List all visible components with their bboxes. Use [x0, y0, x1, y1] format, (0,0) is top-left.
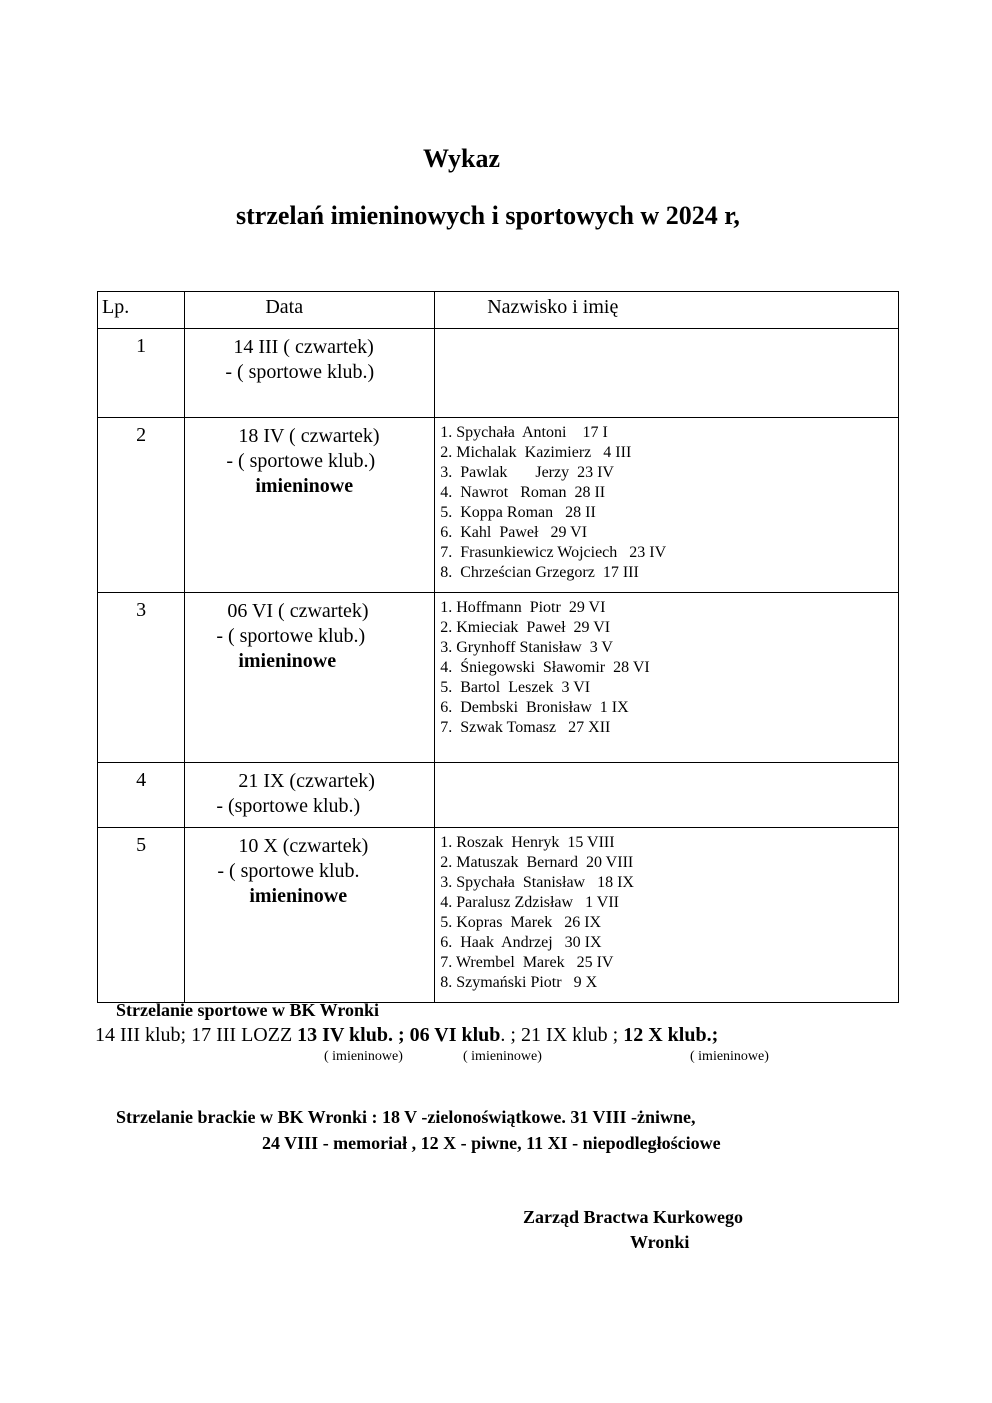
sport-part-bold: 12 X klub.;	[623, 1024, 719, 1046]
table-row	[98, 593, 899, 763]
sport-schedule-line	[95, 1024, 718, 1047]
name-entry: 3. Pawlak Jerzy 23 IV	[440, 464, 614, 481]
sport-part-bold: 06 VI klub	[409, 1024, 501, 1046]
date-type-line: - ( sportowe klub.)	[226, 450, 376, 472]
name-entry: 1. Roszak Henryk 15 VIII	[440, 834, 615, 851]
table-header-row	[98, 292, 899, 329]
date-line: 10 X (czwartek)	[238, 835, 369, 857]
header-lp: Lp.	[98, 292, 185, 329]
name-entry: 1. Hoffmann Piotr 29 VI	[440, 599, 606, 616]
document-subtitle: strzelań imieninowych i sportowych w 2024 r,	[236, 201, 740, 230]
row-number: 4	[98, 763, 185, 828]
name-entry: 5. Kopras Marek 26 IX	[440, 914, 602, 931]
name-entry: 7. Frasunkiewicz Wojciech 23 IV	[440, 544, 667, 561]
date-type-line: - ( sportowe klub.	[217, 860, 360, 882]
row-date	[185, 329, 435, 418]
sport-note: ( imieninowe)	[690, 1049, 769, 1064]
sport-heading: Strzelanie sportowe w BK Wronki	[116, 1000, 380, 1020]
row-names	[435, 418, 899, 593]
row-date	[185, 763, 435, 828]
sport-part-bold: 13 IV klub. ;	[297, 1024, 405, 1046]
name-entry: 2. Kmieciak Paweł 29 VI	[440, 619, 611, 636]
name-entry: 6. Dembski Bronisław 1 IX	[440, 699, 629, 716]
date-line: 14 III ( czwartek)	[233, 336, 374, 358]
row-number: 1	[98, 329, 185, 418]
row-date	[185, 418, 435, 593]
name-entry: 6. Kahl Paweł 29 VI	[440, 524, 588, 541]
date-kind-line: imieninowe	[255, 475, 354, 497]
row-number: 2	[98, 418, 185, 593]
signature-line-1: Zarząd Bractwa Kurkowego	[523, 1207, 743, 1227]
row-names	[435, 329, 899, 418]
name-entry: 8. Szymański Piotr 9 X	[440, 974, 598, 991]
name-entry: 5. Bartol Leszek 3 VI	[440, 679, 591, 696]
name-entry: 1. Spychała Antoni 17 I	[440, 424, 608, 441]
name-entry: 6. Haak Andrzej 30 IX	[440, 934, 602, 951]
table-row	[98, 418, 899, 593]
table-row	[98, 763, 899, 828]
sport-note: ( imieninowe)	[324, 1049, 403, 1064]
name-entry: 8. Chrześcian Grzegorz 17 III	[440, 564, 639, 581]
name-entry: 2. Michalak Kazimierz 4 III	[440, 444, 632, 461]
row-number: 3	[98, 593, 185, 763]
brackie-line-2: 24 VIII - memoriał , 12 X - piwne, 11 XI - niepodległościowe	[262, 1133, 721, 1153]
schedule-table	[97, 291, 899, 1003]
date-kind-line: imieninowe	[238, 650, 337, 672]
sport-note: ( imieninowe)	[463, 1049, 542, 1064]
row-number: 5	[98, 828, 185, 1003]
name-entry: 4. Śniegowski Sławomir 28 VI	[440, 659, 650, 676]
table-row	[98, 828, 899, 1003]
date-type-line: - (sportowe klub.)	[216, 795, 361, 817]
name-entry: 7. Wrembel Marek 25 IV	[440, 954, 614, 971]
row-date	[185, 593, 435, 763]
date-type-line: - ( sportowe klub.)	[216, 625, 366, 647]
table-row	[98, 329, 899, 418]
row-names	[435, 828, 899, 1003]
row-names	[435, 593, 899, 763]
name-entry: 3. Grynhoff Stanisław 3 V	[440, 639, 613, 656]
sport-part: 14 III klub; 17 III LOZZ	[95, 1024, 298, 1046]
sport-part: . ; 21 IX klub ;	[500, 1024, 624, 1046]
document-title: Wykaz	[423, 144, 501, 173]
header-names: Nazwisko i imię	[435, 292, 899, 329]
name-entry: 3. Spychała Stanisław 18 IX	[440, 874, 634, 891]
row-date	[185, 828, 435, 1003]
date-type-line: - ( sportowe klub.)	[225, 361, 375, 383]
header-data: Data	[185, 292, 435, 329]
signature-line-2: Wronki	[630, 1232, 690, 1252]
row-names	[435, 763, 899, 828]
name-entry: 2. Matuszak Bernard 20 VIII	[440, 854, 634, 871]
date-line: 21 IX (czwartek)	[238, 770, 375, 792]
date-kind-line: imieninowe	[249, 885, 348, 907]
name-entry: 5. Koppa Roman 28 II	[440, 504, 596, 521]
name-entry: 7. Szwak Tomasz 27 XII	[440, 719, 611, 736]
name-entry: 4. Paralusz Zdzisław 1 VII	[440, 894, 620, 911]
date-line: 06 VI ( czwartek)	[227, 600, 369, 622]
date-line: 18 IV ( czwartek)	[238, 425, 380, 447]
name-entry: 4. Nawrot Roman 28 II	[440, 484, 606, 501]
brackie-line-1: Strzelanie brackie w BK Wronki : 18 V -zielonoświątkowe. 31 VIII -żniwne,	[116, 1107, 696, 1127]
